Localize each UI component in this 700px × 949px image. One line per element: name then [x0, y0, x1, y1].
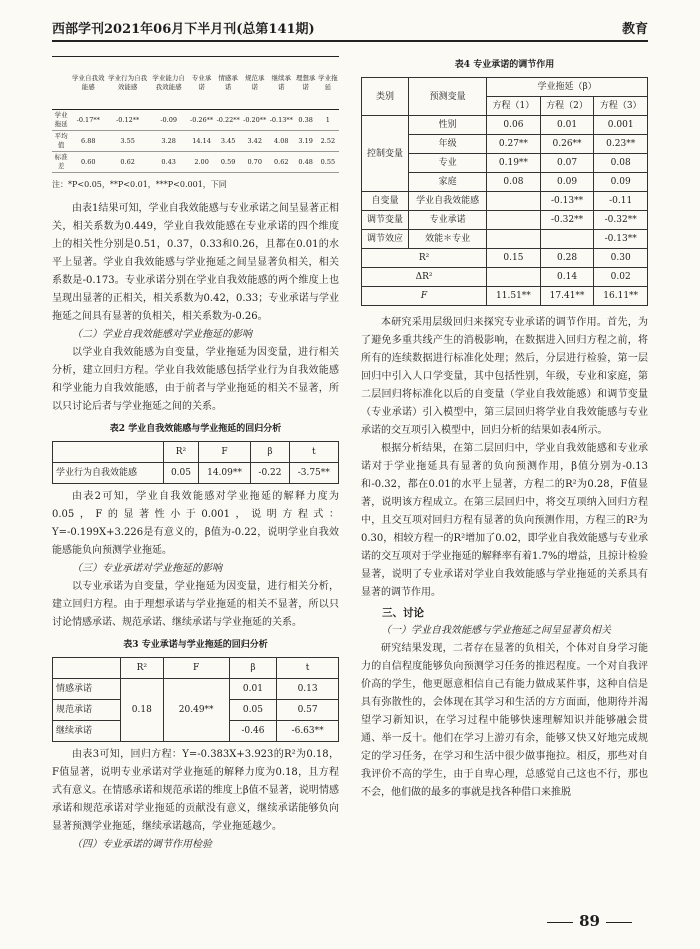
- paragraph: 由表3可知，回归方程：Y=-0.383X+3.923的R²为0.18，F值显著，说明专业承诺对学业拖延的解释力度为0.18，且方程式有意义。在情感承诺和规范承诺的维度上β值不显著，说明情感承诺和规范承诺对学业拖延的贡献没有意义，继续承诺能够负向显著预测学业拖延，继续承诺越高，学业拖延越少。: [52, 749, 339, 832]
- table-header: 方程（1）: [487, 97, 541, 116]
- table-cell: -0.17**: [70, 110, 106, 131]
- table-header: R²: [120, 658, 163, 679]
- page-number-dash: [606, 922, 632, 923]
- table-cell: 标准差: [52, 152, 70, 173]
- regression-table-2: [52, 441, 339, 484]
- table-header: [53, 442, 164, 463]
- table-cell: [487, 211, 541, 230]
- table-row: [52, 152, 339, 173]
- page-number-dash: [547, 922, 573, 923]
- table-row: [362, 287, 648, 306]
- table1-header: 学业行为自我效能感: [106, 57, 149, 110]
- table-cell: 性别: [409, 116, 487, 135]
- table-cell: 学业自我效能感: [409, 192, 487, 211]
- table1-header: 情感承诺: [215, 57, 242, 110]
- table-header: 类别: [362, 78, 409, 116]
- table-cell: [487, 230, 541, 249]
- table-header: β: [229, 658, 277, 679]
- table-cell: 学业行为自我效能感: [53, 463, 164, 484]
- table-cell: -0.22**: [215, 110, 242, 131]
- table-cell: 年级: [409, 135, 487, 154]
- table-cell: 平均值: [52, 131, 70, 152]
- table-header: F: [198, 442, 251, 463]
- table-cell: -0.20**: [241, 110, 268, 131]
- page-number-text: 89: [579, 912, 600, 930]
- table-cell: 规范承诺: [53, 700, 121, 721]
- table-header: 方程（2）: [540, 97, 594, 116]
- section-heading: 三、讨论: [382, 607, 424, 619]
- table-row: [53, 679, 339, 700]
- table-cell: 0.70: [241, 152, 268, 173]
- table-cell: [487, 268, 541, 287]
- moderation-table: [361, 77, 648, 306]
- table-cell: 家庭: [409, 173, 487, 192]
- table-cell: F: [362, 287, 487, 306]
- table-cell: 20.49**: [163, 679, 229, 742]
- table-row: [53, 463, 339, 484]
- table-cell: 3.55: [106, 131, 149, 152]
- table-cell: 11.51**: [487, 287, 541, 306]
- table-cell: 6.88: [70, 131, 106, 152]
- paragraph: 根据分析结果，在第二层回归中，学业自我效能感和专业承诺对于学业拖延具有显著的负向预测作用，β值分别为-0.13和-0.32，都在0.01的水平上显著，方程二的R²为0.28，F值显著，说明该方程成立。在第三层回归中，将交互项纳入回归方程中，且交互项对回归方程有显著的负向预测作用，方程三的R²为0.30，相较方程一的R²增加了0.02，即学业自我效能感与专业承诺的交互项对于学业拖延的解释率有着1.7%的增益，且掠计检验显著，说明了专业承诺对学业自我效能感与学业拖延的关系具有显著的调节作用。: [361, 443, 648, 598]
- table-cell: [487, 192, 541, 211]
- table-row: [362, 230, 648, 249]
- table-cell: 0.05: [164, 463, 198, 484]
- table-cell: 0.38: [295, 110, 317, 131]
- table-cell: 0.62: [268, 152, 295, 173]
- table-header: R²: [164, 442, 198, 463]
- table1-header: 理想承诺: [295, 57, 317, 110]
- table-cell: 0.28: [540, 249, 594, 268]
- table-cell: 0.19**: [487, 154, 541, 173]
- table-cell: 0.06: [487, 116, 541, 135]
- table1-header: 学业能力自我效能感: [149, 57, 188, 110]
- table-cell: 0.62: [106, 152, 149, 173]
- table1-header: 学业自我效能感: [70, 57, 106, 110]
- table-cell: 1: [317, 110, 339, 131]
- table-cell: -0.32**: [540, 211, 594, 230]
- table-header: t: [277, 658, 339, 679]
- table-cell: -6.63**: [277, 721, 339, 742]
- table-cell: 14.09**: [198, 463, 251, 484]
- table-cell: 0.14: [540, 268, 594, 287]
- page-header: [52, 14, 648, 44]
- table-cell: -0.26**: [188, 110, 215, 131]
- table1-header: [52, 57, 70, 110]
- left-column: [52, 56, 339, 854]
- table-cell: 2.00: [188, 152, 215, 173]
- paragraph: 本研究采用层级回归来探究专业承诺的调节作用。首先，为了避免多重共线产生的消极影响，在数据进入回归方程之前，将所有的连续数据进行标准化处理；然后，分层进行检验，第一层回归中引入人口学变量，其中包括性别，年级，专业和家庭，第二层回归将标准化以后的自变量（学业自我效能感）和调节变量（专业承诺）引入模型中，第三层回归将学业自我效能感与专业承诺的交互项引入模型中，回归分析的结果如表4所示。: [361, 317, 648, 436]
- page-number: [541, 912, 638, 930]
- table-cell: 0.30: [594, 249, 648, 268]
- table-cell: 0.55: [317, 152, 339, 173]
- table-cell: 0.26**: [540, 135, 594, 154]
- table-header: [53, 658, 121, 679]
- table-header: 学业拖延（β）: [487, 78, 648, 97]
- table-cell: 调节效应: [362, 230, 409, 249]
- table4-caption: 表4 专业承诺的调节作用: [454, 60, 555, 70]
- section-label: 教育: [621, 22, 648, 37]
- correlation-table: [52, 56, 339, 173]
- table-cell: 控制变量: [362, 116, 409, 192]
- paragraph: 研究结果发现，二者存在显著的负相关，个体对自身学习能力的自信程度能够负向预测学习任务的推迟程度。一个对自我评价高的学生，他更愿意相信自己有能力做成某件事，这种自信是具有弥散性的，会体现在其学习和生活的方方面面，他期待并渴望学习新知识，在学习过程中能够快速理解知识并能够融会贯通、举一反十。他们在学习上游刃有余，能够又快又好地完成规定的学习任务，在学习和生活中很少做事拖拉。相反，那些对自我评价不高的学生，由于自卑心理，总感觉自己这也不行，那也不会，他们做的最多的事就是找各种借口来推脱: [361, 643, 648, 798]
- table-cell: 0.01: [229, 679, 277, 700]
- header-rule: [52, 40, 648, 42]
- table-header: 预测变量: [409, 78, 487, 116]
- paragraph: 由表2可知，学业自我效能感对学业拖延的解释力度为0.05，F的显著性小于0.001，说明方程式：Y=-0.199X+3.226是有意义的，β值为-0.22，说明学业自我效能感能负向预测学业拖延。: [52, 491, 339, 556]
- subsection-heading: （二）学业自我效能感对学业拖延的影响: [72, 329, 252, 340]
- table3-caption: 表3 专业承诺与学业拖延的回归分析: [123, 640, 268, 650]
- table-cell: 继续承诺: [53, 721, 121, 742]
- table-cell: -0.13**: [540, 192, 594, 211]
- table-cell: 调节变量: [362, 211, 409, 230]
- table-cell: -0.11: [594, 192, 648, 211]
- table-cell: -0.09: [149, 110, 188, 131]
- table-cell: 0.59: [215, 152, 242, 173]
- table-cell: -0.12**: [106, 110, 149, 131]
- table-header: 方程（3）: [594, 97, 648, 116]
- table-cell: 专业: [409, 154, 487, 173]
- table-cell: 2.52: [317, 131, 339, 152]
- table-cell: 14.14: [188, 131, 215, 152]
- table-cell: 0.23**: [594, 135, 648, 154]
- table-cell: 3.28: [149, 131, 188, 152]
- table-cell: 0.57: [277, 700, 339, 721]
- table-cell: 学业拖延: [52, 110, 70, 131]
- table-row: [362, 211, 648, 230]
- table-header: β: [251, 442, 289, 463]
- table-cell: -0.22: [251, 463, 289, 484]
- table-cell: 自变量: [362, 192, 409, 211]
- table-cell: 4.08: [268, 131, 295, 152]
- table-row: [52, 110, 339, 131]
- subsection-heading: （四）专业承诺的调节作用检验: [72, 839, 212, 850]
- table-cell: 0.001: [594, 116, 648, 135]
- table-header: F: [163, 658, 229, 679]
- table-cell: ΔR²: [362, 268, 487, 287]
- table-row: [362, 116, 648, 135]
- table1-note: 注：*P<0.05，**P<0.01，***P<0.001，下同: [52, 180, 227, 189]
- table-cell: 3.45: [215, 131, 242, 152]
- table-cell: 0.43: [149, 152, 188, 173]
- table1-header: 规范承诺: [241, 57, 268, 110]
- paragraph: 以学业自我效能感为自变量，学业拖延为因变量，进行相关分析，建立回归方程。学业自我效能感包括学业行为自我效能感和学业能力自我效能感，由于前者与学业拖延的相关不显著，所以只讨论后者与学业拖延之间的关系。: [52, 347, 339, 412]
- table-cell: 效能＊专业: [409, 230, 487, 249]
- table-cell: 0.15: [487, 249, 541, 268]
- table-cell: 0.27**: [487, 135, 541, 154]
- table-cell: R²: [362, 249, 487, 268]
- journal-title: 西部学刊2021年06月下半月刊(总第141期): [52, 22, 315, 37]
- table-cell: -0.13**: [268, 110, 295, 131]
- right-column: [361, 56, 648, 802]
- table-cell: -0.13**: [594, 230, 648, 249]
- paragraph: 以专业承诺为自变量，学业拖延为因变量，进行相关分析，建立回归方程。由于理想承诺与学业拖延的相关不显著，所以只讨论情感承诺、规范承诺、继续承诺与学业拖延的关系。: [52, 581, 339, 628]
- table-cell: 0.13: [277, 679, 339, 700]
- table-cell: [540, 230, 594, 249]
- table-cell: -0.46: [229, 721, 277, 742]
- table-cell: 0.01: [540, 116, 594, 135]
- table-row: [362, 249, 648, 268]
- table-cell: -3.75**: [289, 463, 339, 484]
- table-cell: 0.05: [229, 700, 277, 721]
- table-cell: 专业承诺: [409, 211, 487, 230]
- subsection-heading: （三）专业承诺对学业拖延的影响: [72, 563, 222, 574]
- table1-header: 学业拖延: [317, 57, 339, 110]
- table-cell: 0.08: [487, 173, 541, 192]
- table-cell: 3.19: [295, 131, 317, 152]
- paragraph: 由表1结果可知，学业自我效能感与专业承诺之间呈显著正相关，相关系数为0.449，学业自我效能感在专业承诺的四个维度上的相关性分别是0.51，0.37，0.33和0.26，且都在0.01的水平上显著。学业自我效能感与学业拖延之间呈显著负相关，相关系数是-0.173。专业承诺分别在学业自我效能感的两个维度上也呈现出显著的正相关，相关系数为0.42，0.33；专业承诺与学业拖延之间具有显著的负相关，相关系数为-0.26。: [52, 203, 339, 322]
- table-cell: 0.09: [540, 173, 594, 192]
- table1-header: 专业承诺: [188, 57, 215, 110]
- table-cell: 0.07: [540, 154, 594, 173]
- table2-caption: 表2 学业自我效能感与学业拖延的回归分析: [109, 424, 282, 434]
- table1-header: 继续承诺: [268, 57, 295, 110]
- table-cell: 3.42: [241, 131, 268, 152]
- table-cell: 0.48: [295, 152, 317, 173]
- regression-table-3: [52, 657, 339, 742]
- table-cell: 0.60: [70, 152, 106, 173]
- table-row: [362, 268, 648, 287]
- table-cell: 16.11**: [594, 287, 648, 306]
- subsection-heading: （一）学业自我效能感与学业拖延之间呈显著负相关: [381, 625, 611, 636]
- table-row: [362, 192, 648, 211]
- table-cell: -0.32**: [594, 211, 648, 230]
- table-cell: 17.41**: [540, 287, 594, 306]
- table-cell: 0.02: [594, 268, 648, 287]
- table-header: t: [289, 442, 339, 463]
- table-cell: 0.09: [594, 173, 648, 192]
- table-cell: 情感承诺: [53, 679, 121, 700]
- table-cell: 0.08: [594, 154, 648, 173]
- table-row: [52, 131, 339, 152]
- table-cell: 0.18: [120, 679, 163, 742]
